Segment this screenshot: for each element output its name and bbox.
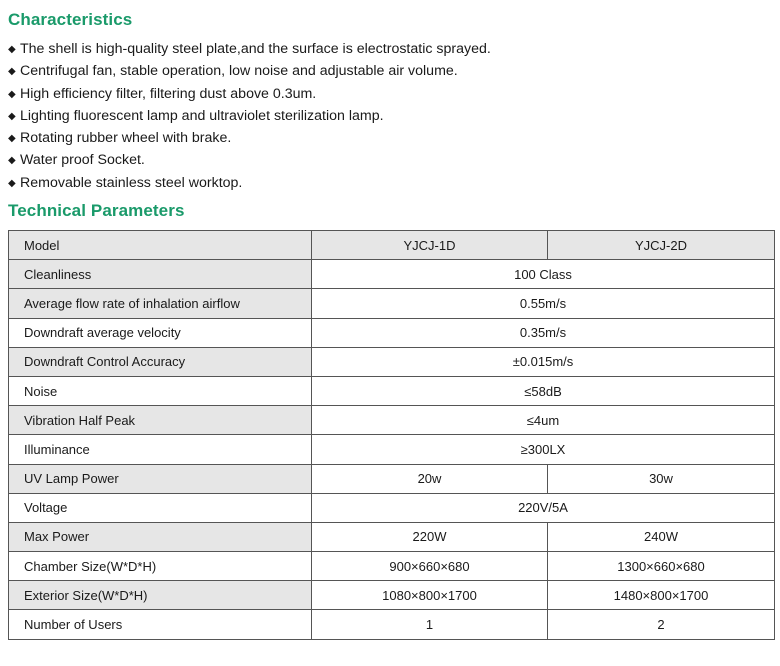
table-row: [9, 318, 775, 347]
diamond-bullet-icon: ◆: [8, 88, 16, 100]
row-label: Vibration Half Peak: [9, 406, 312, 435]
table-row: [9, 464, 775, 493]
row-label: Cleanliness: [9, 260, 312, 289]
table-row: [9, 581, 775, 610]
row-label: Chamber Size(W*D*H): [9, 552, 312, 581]
technical-parameters-table: [8, 230, 775, 640]
table-row: [9, 493, 775, 522]
row-label: Number of Users: [9, 610, 312, 639]
row-label: Illuminance: [9, 435, 312, 464]
row-value-model-1: 1: [312, 610, 548, 639]
row-value: ±0.015m/s: [312, 347, 775, 376]
row-label: Exterior Size(W*D*H): [9, 581, 312, 610]
row-value: ≤4um: [312, 406, 775, 435]
table-row: [9, 610, 775, 639]
header-model-1: YJCJ-1D: [312, 231, 548, 260]
row-value-model-1: 220W: [312, 522, 548, 551]
row-value: 0.55m/s: [312, 289, 775, 318]
table-row: [9, 435, 775, 464]
list-item: ◆ High efficiency filter, filtering dust above 0.3um.: [8, 83, 491, 105]
table-row: [9, 260, 775, 289]
diamond-bullet-icon: ◆: [8, 44, 16, 55]
row-value: 0.35m/s: [312, 318, 775, 347]
row-value: 220V/5A: [312, 493, 775, 522]
row-value-model-2: 1480×800×1700: [548, 581, 775, 610]
row-label: Max Power: [9, 522, 312, 551]
header-label: Model: [9, 231, 312, 260]
row-value-model-2: 2: [548, 610, 775, 639]
row-value: 100 Class: [312, 260, 775, 289]
diamond-bullet-icon: ◆: [8, 66, 16, 78]
table-row: [9, 376, 775, 405]
list-item: ◆ Rotating rubber wheel with brake.: [8, 127, 491, 149]
table-row: [9, 552, 775, 581]
list-item: ◆ Water proof Socket.: [8, 149, 491, 171]
row-value-model-1: 1080×800×1700: [312, 581, 548, 610]
row-value: ≥300LX: [312, 435, 775, 464]
row-value-model-2: 240W: [548, 522, 775, 551]
table-row: [9, 289, 775, 318]
row-value-model-2: 30w: [548, 464, 775, 493]
diamond-bullet-icon: ◆: [8, 133, 16, 145]
row-label: UV Lamp Power: [9, 464, 312, 493]
row-label: Downdraft Control Accuracy: [9, 347, 312, 376]
row-value-model-1: 20w: [312, 464, 548, 493]
row-value-model-1: 900×660×680: [312, 552, 548, 581]
row-label: Downdraft average velocity: [9, 318, 312, 347]
list-item: ◆ The shell is high-quality steel plate,and the surface is electrostatic sprayed.: [8, 38, 491, 60]
diamond-bullet-icon: ◆: [8, 110, 16, 122]
table-row: [9, 406, 775, 435]
header-model-2: YJCJ-2D: [548, 231, 775, 260]
row-label: Voltage: [9, 493, 312, 522]
characteristics-heading: Characteristics: [8, 10, 133, 29]
list-item: ◆ Lighting fluorescent lamp and ultraviolet sterilization lamp.: [8, 105, 491, 127]
row-label: Average flow rate of inhalation airflow: [9, 289, 312, 318]
table-row: [9, 522, 775, 551]
table-header-row: [9, 231, 775, 260]
table-row: [9, 347, 775, 376]
row-label: Noise: [9, 376, 312, 405]
list-item: ◆ Centrifugal fan, stable operation, low noise and adjustable air volume.: [8, 60, 491, 82]
technical-parameters-heading: Technical Parameters: [8, 201, 185, 220]
diamond-bullet-icon: ◆: [8, 177, 16, 189]
diamond-bullet-icon: ◆: [8, 155, 16, 167]
list-item: ◆ Removable stainless steel worktop.: [8, 172, 491, 194]
row-value-model-2: 1300×660×680: [548, 552, 775, 581]
row-value: ≤58dB: [312, 376, 775, 405]
characteristics-list: [8, 38, 491, 194]
